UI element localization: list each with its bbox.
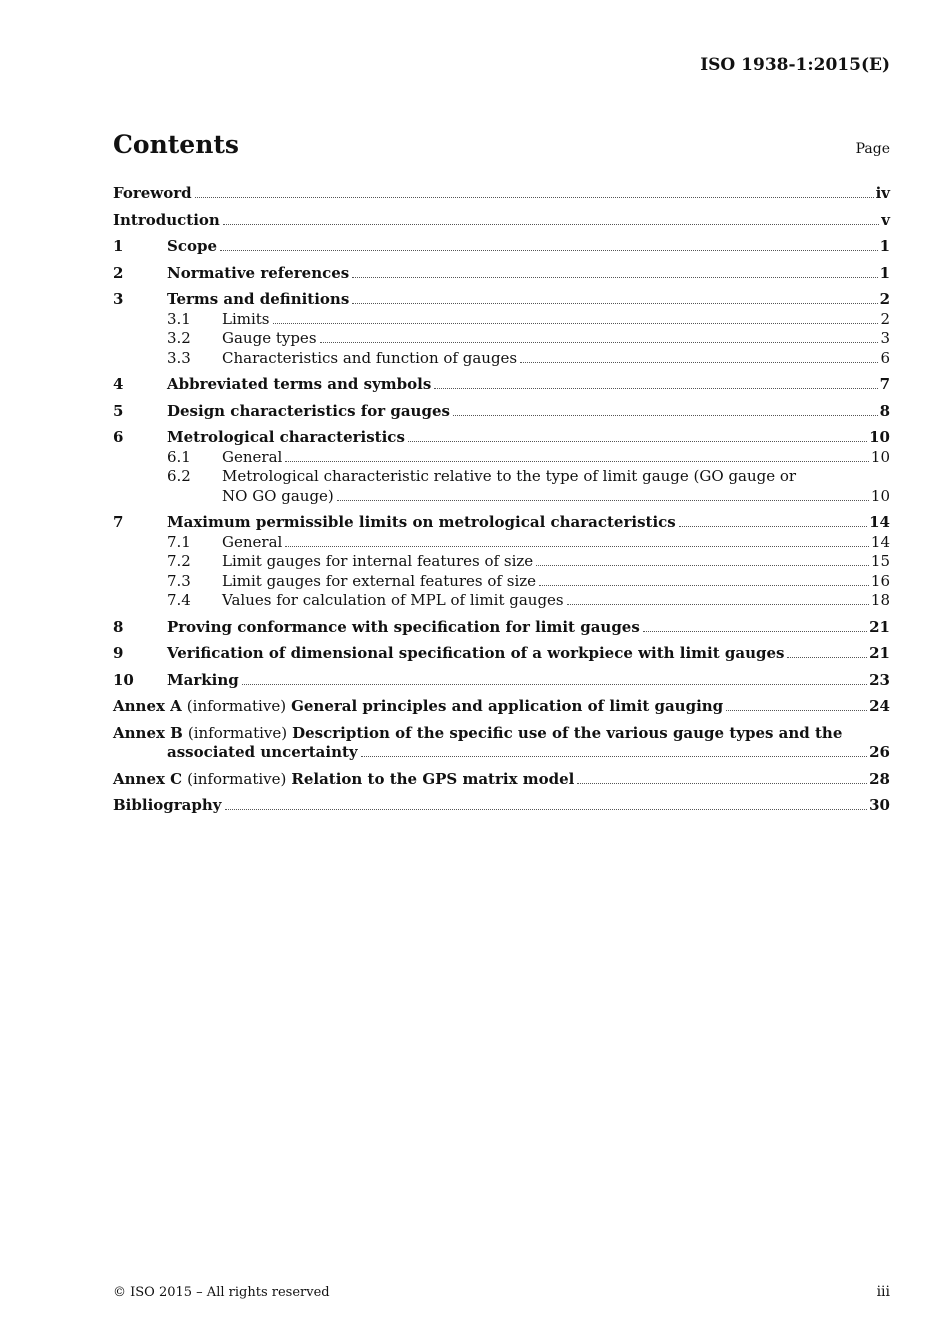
- toc-entry-annex-a[interactable]: [113, 697, 890, 717]
- toc-subentries-3: [113, 310, 890, 369]
- toc-title: Characteristics and function of gauges: [222, 348, 518, 367]
- leader-dots: [195, 196, 874, 198]
- toc-number: 10: [113, 670, 134, 689]
- annex-label: Annex B: [113, 723, 183, 742]
- toc-title: Foreword: [113, 184, 192, 202]
- toc-title: Metrological characteristics: [167, 428, 405, 446]
- toc-entry-9[interactable]: [113, 644, 890, 664]
- toc-subentry[interactable]: [167, 533, 890, 553]
- toc-number: 3.3: [167, 348, 191, 367]
- toc-title: Values for calculation of MPL of limit gauges: [222, 591, 564, 609]
- toc-subentry[interactable]: [167, 349, 890, 369]
- toc-page: 14: [870, 532, 890, 551]
- toc-number: 2: [113, 263, 124, 282]
- toc-title: Description of the specific use of the various gauge types and the: [292, 723, 843, 742]
- toc-title: NO GO gauge): [222, 486, 334, 505]
- toc-number: 6: [113, 428, 124, 446]
- leader-dots: [273, 322, 879, 324]
- leader-dots: [320, 341, 879, 343]
- toc-page: 21: [869, 644, 890, 662]
- toc-subentry[interactable]: [167, 591, 890, 611]
- toc-entry-10[interactable]: [113, 671, 890, 691]
- toc-page: 16: [870, 571, 890, 590]
- document-id: ISO 1938-1:2015(E): [700, 55, 890, 75]
- page-number: iii: [876, 1284, 890, 1300]
- toc-number: 9: [113, 644, 124, 662]
- toc-page: 2: [880, 309, 890, 328]
- leader-dots: [726, 709, 867, 711]
- leader-dots: [520, 361, 878, 363]
- toc-number: 6.2: [167, 467, 191, 485]
- leader-dots: [539, 584, 869, 586]
- leader-dots: [453, 414, 878, 416]
- toc-entry-8[interactable]: [113, 618, 890, 638]
- toc-entry-2[interactable]: [113, 264, 890, 284]
- toc-title: Gauge types: [222, 329, 317, 347]
- leader-dots: [220, 249, 878, 251]
- annex-label: Annex A: [113, 697, 182, 715]
- annex-kind: (informative): [187, 769, 287, 788]
- toc-title: Verification of dimensional specification of a workpiece with limit gauges: [167, 644, 785, 662]
- toc-entry-3[interactable]: [113, 290, 890, 310]
- toc-subentry-continuation[interactable]: [167, 487, 890, 507]
- toc-number: 7.4: [167, 591, 191, 609]
- leader-dots: [242, 683, 867, 685]
- leader-dots: [643, 630, 867, 632]
- toc-title-continuation: associated uncertainty: [167, 743, 358, 761]
- toc-number: 6.1: [167, 447, 191, 466]
- toc-subentry[interactable]: [167, 448, 890, 468]
- toc-title: Normative references: [167, 263, 350, 282]
- toc-subentry[interactable]: [167, 572, 890, 592]
- toc-entry-annex-c[interactable]: [113, 770, 890, 790]
- toc-number: 7.2: [167, 552, 191, 570]
- annex-kind: (informative): [186, 697, 287, 715]
- toc-subentry[interactable]: [167, 310, 890, 330]
- toc-entry-5[interactable]: [113, 402, 890, 422]
- leader-dots: [787, 656, 867, 658]
- toc-entry-annex-b[interactable]: [113, 724, 890, 763]
- leader-dots: [679, 525, 867, 527]
- copyright-notice: © ISO 2015 – All rights reserved: [113, 1285, 330, 1300]
- toc-number: 7.1: [167, 532, 191, 551]
- toc-entry-bibliography[interactable]: [113, 796, 890, 816]
- toc-number: 8: [113, 617, 124, 636]
- toc-page: v: [881, 210, 890, 229]
- toc-page: 30: [869, 796, 890, 814]
- toc-page: 15: [870, 552, 890, 570]
- toc-page: 14: [869, 513, 890, 531]
- toc-number: 3.2: [167, 329, 191, 347]
- toc-title: General: [222, 532, 283, 551]
- toc-title: Scope: [167, 237, 218, 255]
- leader-dots: [434, 387, 877, 389]
- toc-page: 1: [879, 263, 890, 282]
- toc-page: iv: [875, 184, 890, 202]
- leader-dots: [352, 276, 877, 278]
- toc-title: Relation to the GPS matrix model: [291, 769, 575, 788]
- toc-number: 7.3: [167, 571, 191, 590]
- toc-title: General principles and application of limit gauging: [291, 697, 724, 715]
- leader-dots: [223, 223, 879, 225]
- toc-page: 10: [869, 428, 890, 446]
- toc-title: Metrological characteristic relative to the type of limit gauge (GO gauge or: [222, 467, 797, 485]
- leader-dots: [352, 302, 877, 304]
- toc-page: 26: [869, 743, 890, 761]
- toc-subentries-6: [113, 448, 890, 507]
- leader-dots: [408, 440, 867, 442]
- leader-dots: [361, 755, 867, 757]
- toc-page: 28: [869, 769, 890, 788]
- toc-entry-1[interactable]: [113, 237, 890, 257]
- toc-page: 10: [870, 486, 890, 505]
- toc-title: Maximum permissible limits on metrological characteristics: [167, 513, 676, 531]
- toc-title: Terms and definitions: [167, 290, 350, 308]
- toc-entry-4[interactable]: [113, 375, 890, 395]
- toc-page: 21: [869, 617, 890, 636]
- toc-page: 2: [879, 290, 890, 308]
- toc-subentry[interactable]: [167, 329, 890, 349]
- toc-title: Limits: [222, 309, 270, 328]
- page-column-label: Page: [855, 141, 890, 157]
- leader-dots: [577, 782, 867, 784]
- toc-number: 5: [113, 401, 124, 420]
- toc-title: Bibliography: [113, 796, 222, 814]
- toc-page: 10: [870, 447, 890, 466]
- toc-title: Design characteristics for gauges: [167, 401, 450, 420]
- toc-page: 24: [869, 697, 890, 715]
- toc-number: 3.1: [167, 309, 191, 328]
- toc-entry-6[interactable]: [113, 428, 890, 448]
- toc-entry-7[interactable]: [113, 513, 890, 533]
- toc-page: 6: [880, 348, 890, 367]
- toc-title: General: [222, 447, 283, 466]
- leader-dots: [225, 808, 868, 810]
- annex-label: Annex C: [113, 769, 183, 788]
- toc-number: 3: [113, 290, 124, 308]
- toc-title: Abbreviated terms and symbols: [167, 375, 432, 393]
- toc-page: 7: [879, 375, 890, 393]
- toc-subentry[interactable]: [167, 552, 890, 572]
- table-of-contents: [113, 184, 890, 823]
- toc-title: Proving conformance with specification for limit gauges: [167, 617, 640, 636]
- leader-dots: [285, 460, 869, 462]
- toc-title: Limit gauges for external features of size: [222, 571, 537, 590]
- toc-number: 1: [113, 237, 124, 255]
- toc-number: 4: [113, 375, 124, 393]
- toc-page: 18: [870, 591, 890, 609]
- toc-title: Limit gauges for internal features of size: [222, 552, 534, 570]
- page-title: Contents: [113, 130, 240, 159]
- leader-dots: [285, 545, 869, 547]
- toc-title: Introduction: [113, 210, 220, 229]
- toc-page: 3: [880, 329, 890, 347]
- toc-entry-introduction[interactable]: [113, 211, 890, 231]
- toc-page: 23: [869, 670, 890, 689]
- toc-number: 7: [113, 513, 124, 531]
- leader-dots: [337, 499, 869, 501]
- toc-subentry[interactable]: [167, 467, 890, 487]
- toc-title: Marking: [167, 670, 239, 689]
- annex-kind: (informative): [187, 723, 288, 742]
- toc-page: 8: [879, 401, 890, 420]
- toc-page: 1: [879, 237, 890, 255]
- toc-entry-foreword[interactable]: [113, 184, 890, 204]
- leader-dots: [536, 564, 869, 566]
- toc-subentries-7: [113, 533, 890, 611]
- leader-dots: [567, 603, 869, 605]
